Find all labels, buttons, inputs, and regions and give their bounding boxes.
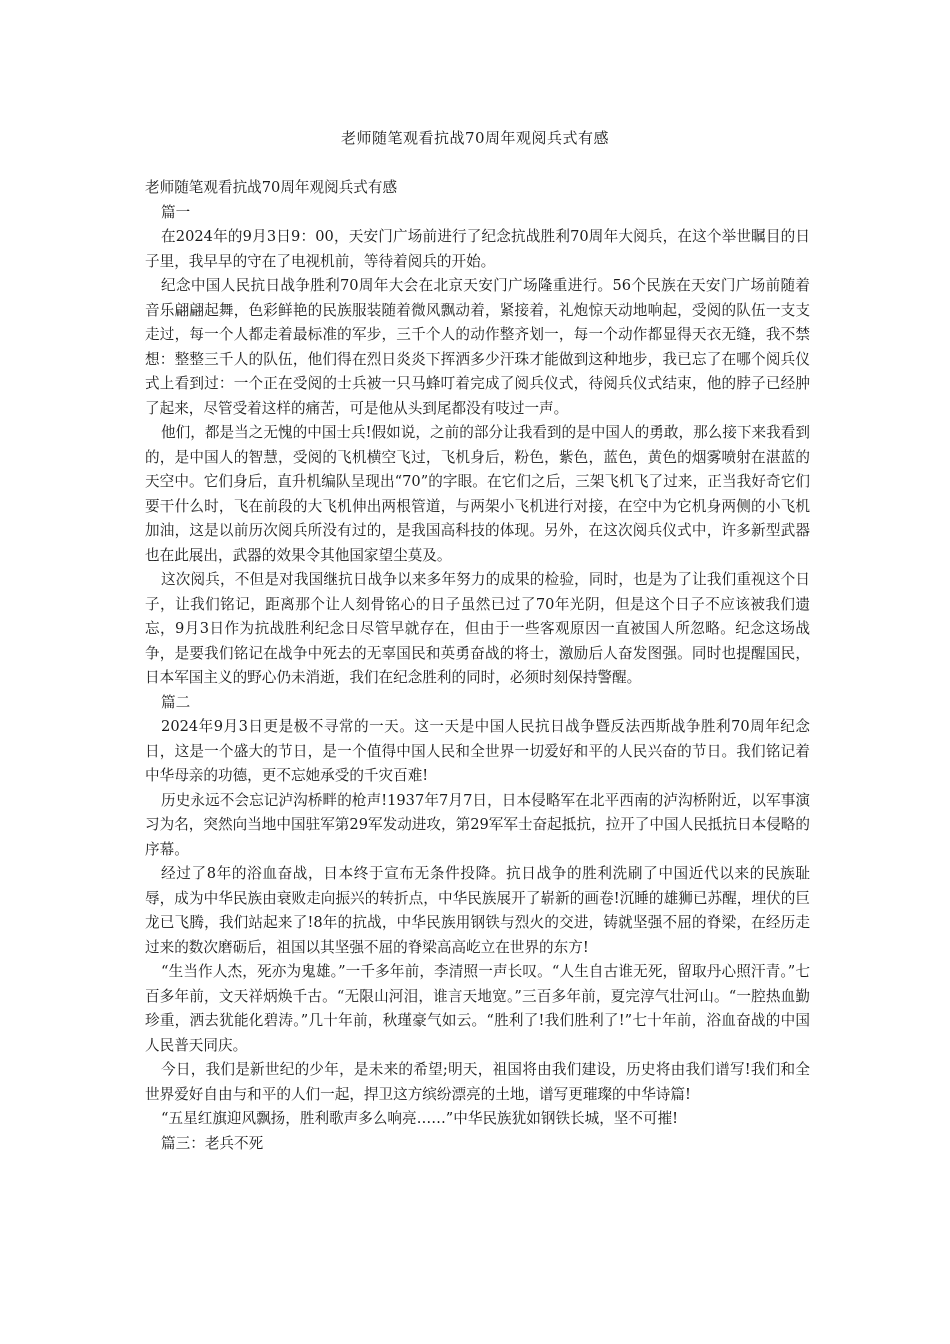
paragraph: 经过了8年的浴血奋战，日本终于宣布无条件投降。抗日战争的胜利洗刷了中国近代以来的民族耻辱，成为中华民族由衰败走向振兴的转折点，中华民族展开了崭新的画卷!沉睡的雄狮已苏醒，埋伏的巨龙已飞腾，我们站起来了!8年的抗战，中华民族用钢铁与烈火的交进，铸就坚强不屈的脊梁，在经历走过来的数次磨砺后，祖国以其坚强不屈的脊梁高高屹立在世界的东方! bbox=[145, 865, 810, 956]
paragraph: 2024年9月3日更是极不寻常的一天。这一天是中国人民抗日战争暨反法西斯战争胜利70周年纪念日，这是一个盛大的节日，是一个值得中国人民和全世界一切爱好和平的人民兴奋的节日。我们铭记着中华母亲的功德，更不忘她承受的千灾百难! bbox=[145, 718, 810, 784]
paragraph: 历史永远不会忘记泸沟桥畔的枪声!1937年7月7日，日本侵略军在北平西南的泸沟桥附近，以军事演习为名，突然向当地中国驻军第29军发动进攻，第29军军士奋起抵抗，拉开了中国人民抵抗日本侵略的序幕。 bbox=[145, 791, 810, 858]
paragraph: 在2024年的9月3日9：00，天安门广场前进行了纪念抗战胜利70周年大阅兵，在这个举世瞩目的日子里，我早早的守在了电视机前，等待着阅兵的开始。 bbox=[145, 228, 810, 270]
section-heading-2: 篇二 bbox=[161, 693, 191, 711]
paragraph: 纪念中国人民抗日战争胜利70周年大会在北京天安门广场隆重进行。56个民族在天安门广场前随着音乐翩翩起舞，色彩鲜艳的民族服装随着微风飘动着，紧接着，礼炮惊天动地响起，受阅的队伍一支支走过，每一个人都走着最标准的军步，三千个人的动作整齐划一，每一个动作都显得天衣无缝，我不禁想：整整三千人的队伍，他们得在烈日炎炎下挥洒多少汗珠才能做到这种地步，我已忘了在哪个阅兵仪式上看到过：一个正在受阅的士兵被一只马蜂叮着完成了阅兵仪式，待阅兵仪式结束，他的脖子已经肿了起来，尽管受着这样的痛苦，可是他从头到尾都没有吱过一声。 bbox=[145, 277, 810, 417]
paragraph: “五星红旗迎风飘扬，胜利歌声多么响亮……”中华民族犹如钢铁长城，坚不可摧! bbox=[161, 1110, 679, 1127]
paragraph: 今日，我们是新世纪的少年，是未来的希望;明天，祖国将由我们建设，历史将由我们谱写!我们和全世界爱好自由与和平的人们一起，捍卫这方缤纷漂亮的土地，谱写更璀璨的中华诗篇! bbox=[145, 1061, 810, 1103]
section-heading-1: 篇一 bbox=[161, 203, 191, 221]
page-title: 老师随笔观看抗战70周年观阅兵式有感 bbox=[340, 129, 610, 147]
paragraph: 这次阅兵，不但是对我国继抗日战争以来多年努力的成果的检验，同时，也是为了让我们重视这个日子，让我们铭记，距离那个让人刻骨铭心的日子虽然已过了70年光阴，但是这个日子不应该被我们遗忘，9月3日作为抗战胜利纪念日尽管早就存在，但由于一些客观原因一直被国人所忽略。纪念这场战争，是要我们铭记在战争中死去的无辜国民和英勇奋战的将士，激励后人奋发图强。同时也提醒国民，日本军国主义的野心仍未消逝，我们在纪念胜利的同时，必须时刻保持警醒。 bbox=[145, 571, 810, 686]
paragraph: 他们，都是当之无愧的中国士兵!假如说，之前的部分让我看到的是中国人的勇敢，那么接下来我看到的，是中国人的智慧，受阅的飞机横空飞过，飞机身后，粉色，紫色，蓝色，黄色的烟雾喷射在湛蓝的天空中。它们身后，直升机编队呈现出“70”的字眼。在它们之后，三架飞机飞了过来，正当我好奇它们要干什么时，飞在前段的大飞机伸出两根管道，与两架小飞机进行对接，在空中为它机身两侧的小飞机加油，这是以前历次阅兵所没有过的，是我国高科技的体现。另外，在这次阅兵仪式中，许多新型武器也在此展出，武器的效果令其他国家望尘莫及。 bbox=[145, 424, 810, 564]
section-heading-3: 篇三：老兵不死 bbox=[161, 1134, 264, 1152]
article-heading: 老师随笔观看抗战70周年观阅兵式有感 bbox=[145, 179, 398, 196]
document-body bbox=[145, 176, 810, 1156]
paragraph: “生当作人杰，死亦为鬼雄。”一千多年前，李清照一声长叹。“人生自古谁无死，留取丹心照汗青。”七百多年前，文天祥炳焕千古。“无限山河泪，谁言天地宽。”三百多年前，夏完淳气壮河山。“一腔热血勤珍重，洒去犹能化碧涛。”几十年前，秋瑾豪气如云。“胜利了!我们胜利了!”七十年前，浴血奋战的中国人民普天同庆。 bbox=[145, 963, 810, 1054]
